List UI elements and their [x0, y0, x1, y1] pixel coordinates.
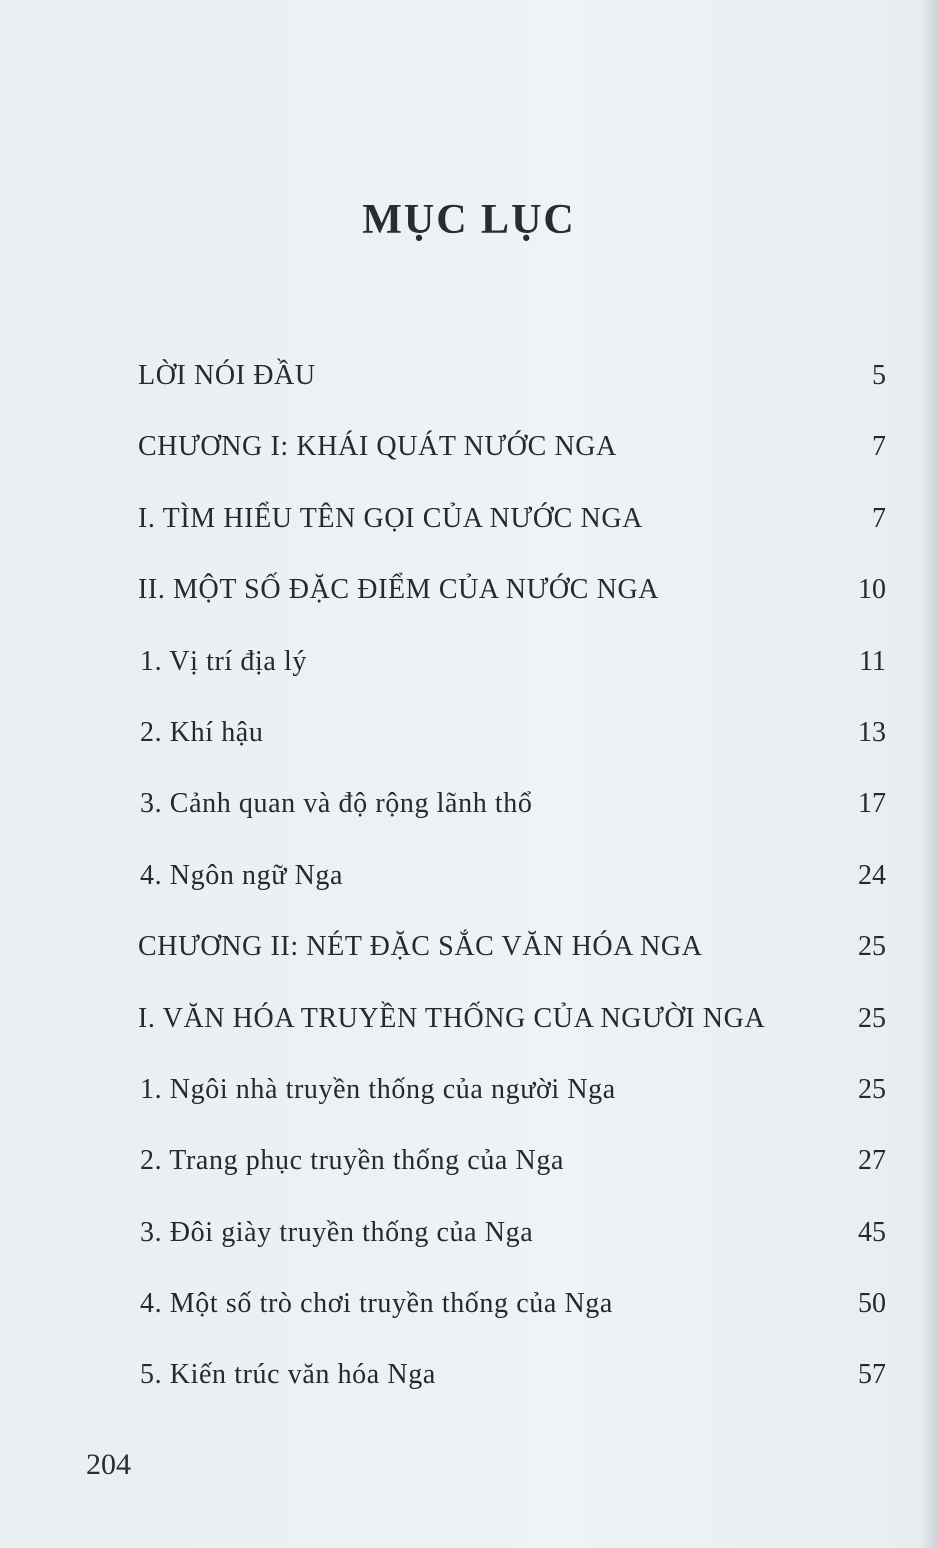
toc-entry-page: 25 [858, 1073, 886, 1105]
toc-entry-label: 1. Vị trí địa lý [140, 645, 307, 677]
table-of-contents [138, 340, 886, 1411]
toc-entry-label: 5. Kiến trúc văn hóa Nga [140, 1359, 436, 1391]
toc-entry-label: 2. Trang phục truyền thống của Nga [140, 1145, 565, 1177]
toc-entry-page: 50 [858, 1288, 886, 1320]
toc-entry-page: 45 [858, 1216, 886, 1248]
toc-entry-page: 17 [858, 788, 886, 820]
page-number: 204 [86, 1448, 131, 1481]
toc-entry-label: CHƯƠNG II: NÉT ĐẶC SẮC VĂN HÓA NGA [138, 931, 703, 963]
toc-entry [138, 1197, 886, 1268]
toc-entry [138, 840, 886, 911]
toc-entry-label: I. TÌM HIỂU TÊN GỌI CỦA NƯỚC NGA [138, 502, 643, 534]
toc-entry-label: I. VĂN HÓA TRUYỀN THỐNG CỦA NGƯỜI NGA [138, 1002, 766, 1034]
toc-entry [138, 983, 886, 1054]
toc-entry-label: 2. Khí hậu [140, 716, 264, 748]
toc-entry [138, 1339, 886, 1410]
page-title: MỤC LỤC [362, 197, 576, 243]
toc-entry-page: 24 [858, 859, 886, 891]
toc-entry-page: 7 [872, 502, 886, 534]
toc-entry-page: 27 [858, 1145, 886, 1177]
toc-entry [138, 626, 886, 697]
toc-entry-page: 25 [858, 931, 886, 963]
toc-entry-page: 5 [872, 360, 886, 391]
toc-entry-label: 4. Ngôn ngữ Nga [140, 859, 344, 891]
toc-entry-label: II. MỘT SỐ ĐẶC ĐIỂM CỦA NƯỚC NGA [138, 574, 660, 606]
toc-entry [138, 340, 886, 411]
toc-entry [138, 911, 886, 982]
toc-entry-label: CHƯƠNG I: KHÁI QUÁT NƯỚC NGA [138, 431, 617, 463]
toc-entry [138, 1268, 886, 1339]
toc-entry-label: LỜI NÓI ĐẦU [138, 360, 316, 391]
toc-entry-page: 7 [872, 431, 886, 463]
toc-entry-page: 57 [858, 1359, 886, 1391]
toc-entry [138, 1125, 886, 1196]
toc-entry-label: 3. Đôi giày truyền thống của Nga [140, 1216, 534, 1248]
toc-entry-label: 3. Cảnh quan và độ rộng lãnh thổ [140, 788, 533, 820]
toc-entry [138, 554, 886, 625]
toc-entry-page: 11 [859, 645, 886, 677]
toc-entry [138, 1054, 886, 1125]
toc-entry-label: 4. Một số trò chơi truyền thống của Nga [140, 1288, 613, 1320]
toc-entry [138, 768, 886, 839]
toc-entry-page: 13 [858, 716, 886, 748]
toc-entry [138, 697, 886, 768]
toc-entry-label: 1. Ngôi nhà truyền thống của người Nga [140, 1073, 616, 1105]
toc-entry [138, 483, 886, 554]
toc-entry-page: 25 [858, 1002, 886, 1034]
toc-entry-page: 10 [858, 574, 886, 606]
toc-entry [138, 411, 886, 482]
